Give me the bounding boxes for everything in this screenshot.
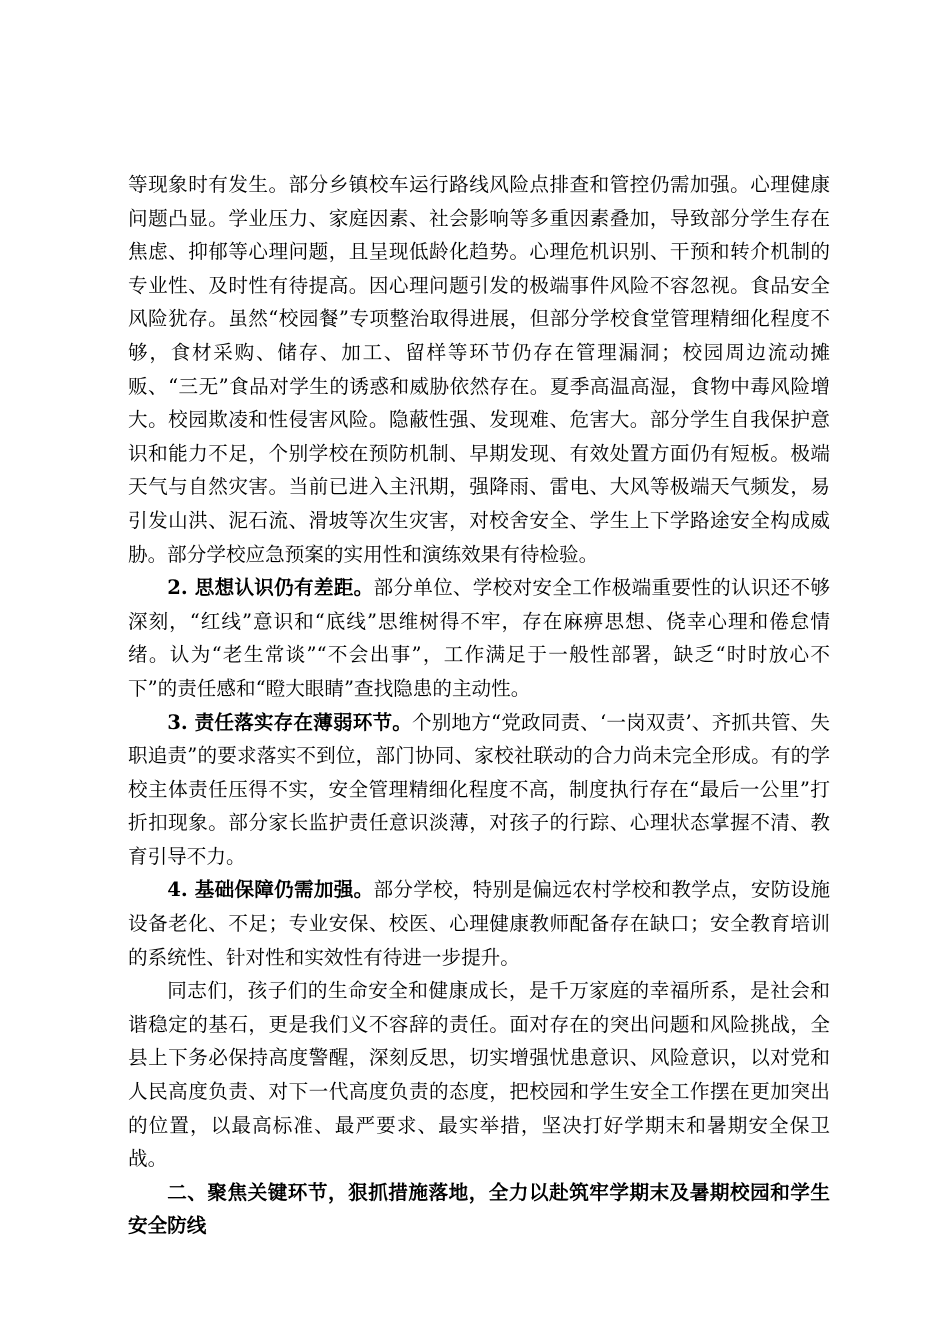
paragraph-continuation <box>128 168 830 571</box>
section-heading: 二、聚焦关键环节，狠抓措施落地，全力以赴筑牢学期末及暑期校园和学生安全防线 <box>128 1180 830 1238</box>
paragraph-ideological-gap <box>128 571 830 705</box>
paragraph-text: 部分单位、学校对安全工作极端重要性的认识还不够深刻，“红线”意识和“底线”思维树得不牢，存在麻痹思想、侥幸心理和倦怠情绪。认为“老生常谈”“不会出事”，工作满足于一般性部署，缺乏“时时放心不下”的责任感和“瞪大眼睛”查找隐患的主动性。 <box>128 576 831 700</box>
paragraph-text: 同志们，孩子们的生命安全和健康成长，是千万家庭的幸福所系，是社会和谐稳定的基石，更是我们义不容辞的责任。面对存在的突出问题和风险挑战，全县上下务必保持高度警醒，深刻反思，切实增强忧患意识、风险意识，以对党和人民高度负责、对下一代高度负责的态度，把校园和学生安全工作摆在更加突出的位置，以最高标准、最严要求、最实举措，坚决打好学期末和暑期安全保卫战。 <box>128 979 830 1171</box>
paragraph-text: 等现象时有发生。部分乡镇校车运行路线风险点排查和管控仍需加强。心理健康问题凸显。学业压力、家庭因素、社会影响等多重因素叠加，导致部分学生存在焦虑、抑郁等心理问题，且呈现低龄化趋势。心理危机识别、干预和转介机制的专业性、及时性有待提高。因心理问题引发的极端事件风险不容忽视。食品安全风险犹存。虽然“校园餐”专项整治取得进展，但部分学校食堂管理精细化程度不够，食材采购、储存、加工、留样等环节仍存在管理漏洞；校园周边流动摊贩、“三无”食品对学生的诱惑和威胁依然存在。夏季高温高湿，食物中毒风险增大。校园欺凌和性侵害风险。隐蔽性强、发现难、危害大。部分学生自我保护意识和能力不足，个别学校在预防机制、早期发现、有效处置方面仍有短板。极端天气与自然灾害。当前已进入主汛期，强降雨、雷电、大风等极端天气频发，易引发山洪、泥石流、滑坡等次生灾害，对校舍安全、学生上下学路途安全构成威胁。部分学校应急预案的实用性和演练效果有待检验。 <box>128 173 830 566</box>
paragraph-lead: 2. 思想认识仍有差距。 <box>167 576 374 600</box>
paragraph-text: 个别地方“党政同责、‘一岗双责’、齐抓共管、失职追责”的要求落实不到位，部门协同、家校社联动的合力尚未完全形成。有的学校主体责任压得不实，安全管理精细化程度不高，制度执行存在“最后一公里”打折扣现象。部分家长监护责任意识淡薄，对孩子的行踪、心理状态掌握不清、教育引导不力。 <box>128 710 830 868</box>
paragraph-text: 部分学校，特别是偏远农村学校和教学点，安防设施设备老化、不足；专业安保、校医、心理健康教师配备存在缺口；安全教育培训的系统性、针对性和实效性有待进一步提升。 <box>128 878 831 969</box>
paragraph-basic-support <box>128 873 830 974</box>
paragraph-lead: 3. 责任落实存在薄弱环节。 <box>167 710 412 734</box>
document-body <box>128 168 830 1243</box>
paragraph-lead: 4. 基础保障仍需加强。 <box>167 878 374 902</box>
paragraph-responsibility <box>128 706 830 874</box>
paragraph-comrades <box>128 974 830 1176</box>
